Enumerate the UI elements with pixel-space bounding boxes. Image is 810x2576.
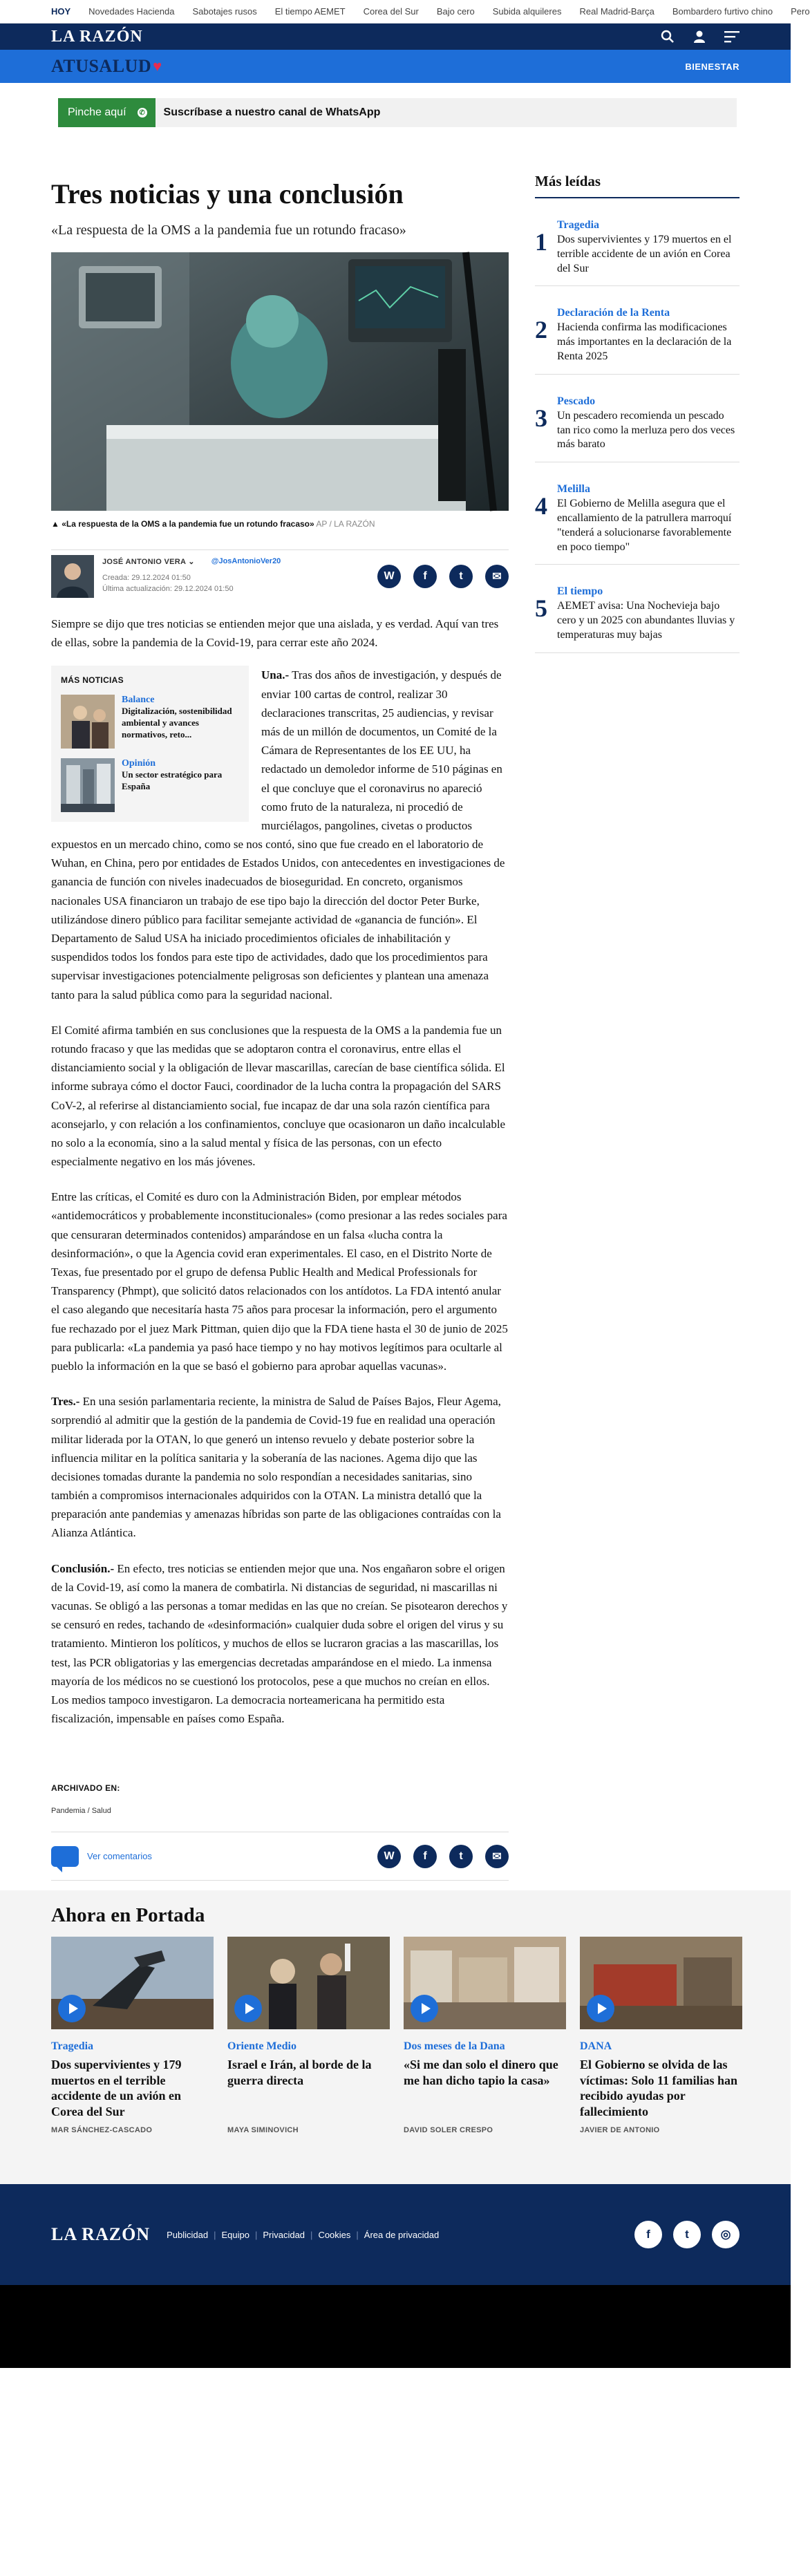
front-page-title: Ahora en Portada [51,1904,205,1927]
comment-icon[interactable] [51,1846,79,1867]
front-page-card[interactable] [227,1937,390,2134]
most-read-kicker: Melilla [557,483,590,496]
author-handle[interactable]: @JosAntonioVer20 [211,557,281,566]
caption-triangle-icon: ▲ [51,519,59,529]
view-comments-link[interactable]: Ver comentarios [87,1851,152,1862]
footer-separator: | [214,2229,216,2240]
footer-separator: | [356,2229,359,2240]
archived-label: ARCHIVADO EN: [51,1783,120,1794]
trending-link[interactable]: Bajo cero [436,6,475,17]
more-news-kicker: Opinión [122,758,156,769]
card-headline[interactable]: El Gobierno se olvida de las víctimas: Solo 11 familias han recibido ayudas por fallecimiento [580,2058,738,2118]
card-author[interactable]: MAR SÁNCHEZ-CASCADO [51,2126,153,2135]
card-kicker: DANA [580,2040,612,2053]
most-read-item[interactable] [535,462,740,565]
share-buttons-bottom [377,1845,509,1868]
footer-separator: | [254,2229,258,2240]
section-logo[interactable] [51,56,162,77]
trending-link[interactable]: Subida alquileres [492,6,562,17]
article-lead: Siempre se dijo que tres noticias se entienden mejor que una aislada, y es verdad. Aquí van tres de ellas, sobre la pandemia de la Covid-19, para cerrar este año 2024. [51,617,499,650]
paragraph-tres [51,1392,509,1543]
section-header [0,50,791,83]
most-read-item[interactable] [535,375,740,462]
updated-date: Última actualización: 29.12.2024 01:50 [102,585,234,593]
email-share-icon[interactable]: ✉ [485,1845,509,1868]
archived-in [51,1783,509,1815]
most-read-item[interactable] [535,565,740,652]
most-read-number: 2 [535,316,547,344]
more-news-item[interactable] [61,695,241,749]
archived-tags[interactable]: Pandemia / Salud [51,1807,111,1816]
more-news-thumb [61,695,115,749]
caption-text: «La respuesta de la OMS a la pandemia fue un rotundo fracaso» [62,519,314,529]
created-date: Creada: 29.12.2024 01:50 [102,574,191,583]
card-image[interactable] [51,1937,214,2029]
paragraph-text: En efecto, tres noticias se entienden mejor que una. Nos engañaron sobre el origen de la Covid-19, así como la manera de combatirla. Ni distancias de seguridad, ni mascarillas ni vacunas. Se obligó a las personas a tomar medidas en las que no creían. Se pisotearon derechos y se censuró en redes, tachando de «desinformación» cualquier duda sobre el origen del virus y su tratamiento. Mintieron los políticos, y muchos de ellos se lucraron gracias a las mascarillas, los test, las PCR obligatorias y las emergencias decretadas amparándose en el miedo. La inmensa mayoría de los médicos no se cuestionó los protocolos, pese a que muchos no creían en ellos. Los medios tampoco investigaron. La democracia norteamericana ha permitido esta fiscalización, impensable en países como España. [51,1561,508,1726]
paragraph-label: Una.- [261,668,290,682]
more-news-box [51,666,249,822]
comments-bar [51,1832,509,1881]
photo-caption [51,519,509,529]
most-read-title: Más leídas [535,173,740,198]
most-read-headline[interactable]: AEMET avisa: Una Nochevieja bajo cero y un 2025 con abundantes lluvias y temperaturas muy bajas [557,600,735,641]
card-kicker: Oriente Medio [227,2040,296,2053]
most-read-kicker: Pescado [557,395,596,407]
paragraph-text: Tras dos años de investigación, y después de enviar 100 cartas de control, realizar 30 declaraciones transcritas, 25 audiencias, y revisar más de un millón de documentos, un Comité de la Cámara de Representantes de los EE UU, ha redactado un demoledor informe de 510 páginas en el que concluye que el coronavirus no apareció como fruto de la naturaleza, ni procedió de murciélagos, pangolines, civetas o productos expuestos en un mercado chino, como se nos contó, sino que fue creado en el laboratorio de Wuhan, en China, pero por entidades de Estados Unidos, con antecedentes en investigaciones de ganancia de función con niveles inadecuados de bioseguridad. En concreto, organismos nacionales USA financiaron un trabajo de ese tipo bajo la dirección del doctor Peter Burke, utilizándose dinero público para facilitar semejante actividad de «ganancia de función». El Departamento de Salud USA ha iniciado procedimientos oficiales de inhabilitación y suspendidos todos los fondos para este tipo de actividades, dado que los procedimientos para supervisar investigaciones potencialmente peligrosas son deficientes y plantean una amenaza tanto para la salud pública como para la seguridad nacional. [51,668,505,1002]
card-author[interactable]: MAYA SIMINOVICH [227,2126,299,2135]
author-name[interactable] [102,557,195,566]
article-title: Tres noticias y una conclusión [51,178,404,209]
footer-link[interactable]: Equipo [221,2229,249,2240]
more-news-item[interactable] [61,758,241,812]
trending-link[interactable]: Sabotajes rusos [192,6,257,17]
trending-link[interactable]: Corea del Sur [363,6,419,17]
whatsapp-banner [58,98,737,127]
card-kicker: Dos meses de la Dana [404,2040,505,2053]
trending-link[interactable]: Pero [791,6,810,17]
more-news-thumb [61,758,115,812]
footer-link[interactable]: Área de privacidad [364,2229,440,2240]
twitter-share-icon[interactable]: t [449,1845,473,1868]
chevron-down-icon: ⌄ [188,558,195,567]
most-read-number: 1 [535,228,547,256]
most-read-item[interactable] [535,286,740,374]
twitter-share-icon[interactable]: t [449,565,473,588]
paragraph: Entre las críticas, el Comité es duro con la Administración Biden, por emplear métodos «antidemocráticos y probablemente inconstitucionales» (como presionar a las redes sociales para que censuraran determinados contenidos) amparándose en un falsa «lucha contra la desinformación», o que la Agencia covid eran experimentales. El caso, en el Distrito Norte de Texas, fue presentado por el grupo de defensa Public Health and Medical Professionals for Transparency (Phmpt), que solicitó datos relacionados con los antídotos. La FDA intentó anular el caso alegando que necesitaría hasta 75 años para procesar la información, pero el argumento fue rechazado por el juez Mark Pittman, quien dijo que la FDA tiene hasta el 30 de junio de 2025 para publicarla: «La pandemia ya pasó hace tiempo y no hay motivos legítimos para ocultarle al pueblo la información en la que se basó el gobierno para aprobar aquellas vacunas». [51,1190,508,1373]
most-read-kicker: Declaración de la Renta [557,307,670,319]
page-bottom [0,2285,791,2368]
heart-icon: ♥ [153,57,162,75]
email-share-icon[interactable]: ✉ [485,565,509,588]
trending-link[interactable]: Novedades Hacienda [88,6,175,17]
whatsapp-icon: ✆ [138,108,147,117]
paragraph: El Comité afirma también en sus conclusiones que la respuesta de la OMS a la pandemia fue un rotundo fracaso y que las medidas que se adoptaron contra el coronavirus, entre ellas el distanciamiento social y la obligación de llevar mascarillas, carecían de base científica sólida. El informe subraya cómo el doctor Fauci, coordinador de la lucha contra la propagación del SARS CoV-2, al referirse al distanciamiento social, fue incapaz de dar una sola razón científica para aconsejarlo, y con relación a los confinamientos, concluye que ocasionaron un daño incalculable no solo a la economía, sino a la salud mental y física de las personas, con un efecto especialmente negativo en los más jóvenes. [51,1023,506,1169]
section-logo-text: ATUSALUD [51,56,152,76]
paragraph-label: Tres.- [51,1395,80,1409]
card-image[interactable] [404,1937,566,2029]
whatsapp-share-icon[interactable]: W [377,1845,401,1868]
site-header [0,23,791,50]
user-icon[interactable] [693,30,706,44]
site-logo[interactable]: LA RAZÓN [51,27,143,46]
most-read-headline[interactable]: Hacienda confirma las modificaciones más importantes en la declaración de la Renta 2025 [557,321,732,362]
article-photo [51,252,509,511]
footer-separator: | [310,2229,313,2240]
article-body [51,666,509,1728]
facebook-share-icon[interactable]: f [413,1845,437,1868]
facebook-icon[interactable]: f [634,2221,662,2248]
more-news-kicker: Balance [122,695,155,706]
front-page-card[interactable] [51,1937,214,2134]
whatsapp-text: Suscríbase a nuestro canal de WhatsApp [163,106,381,118]
more-news-title: MÁS NOTICIAS [61,675,124,686]
most-read-number: 4 [535,492,547,520]
card-headline[interactable]: Israel e Irán, al borde de la guerra directa [227,2058,372,2087]
most-read-kicker: El tiempo [557,585,603,598]
footer-logo[interactable]: LA RAZÓN [51,2224,151,2245]
article [51,178,509,1881]
paragraph-conclusion [51,1559,509,1729]
instagram-icon[interactable]: ◎ [712,2221,740,2248]
trending-link[interactable]: Bombardero furtivo chino [672,6,773,17]
card-headline[interactable]: Dos supervivientes y 179 muertos en el terrible accidente de un avión en Corea del Sur [51,2058,182,2118]
footer-link[interactable]: Privacidad [263,2229,305,2240]
card-kicker: Tragedia [51,2040,94,2053]
most-read-sidebar [535,173,740,1881]
facebook-share-icon[interactable]: f [413,565,437,588]
section-link-bienestar[interactable]: BIENESTAR [685,61,740,72]
most-read-headline[interactable]: Un pescadero recomienda un pescado tan rico como la merluza pero dos veces más barato [557,409,735,451]
card-image[interactable] [580,1937,742,2029]
twitter-icon[interactable]: t [673,2221,701,2248]
front-page-card[interactable] [404,1937,566,2134]
menu-icon[interactable] [724,30,740,43]
byline [51,549,509,602]
trending-link[interactable]: El tiempo AEMET [274,6,346,17]
whatsapp-button-label: Pinche aquí [68,106,126,118]
search-icon[interactable] [661,30,675,44]
footer-link[interactable]: Cookies [318,2229,351,2240]
more-news-headline[interactable]: Digitalización, sostenibilidad ambiental y avances normativos, reto... [122,706,232,740]
most-read-number: 3 [535,404,547,432]
most-read-headline[interactable]: Dos supervivientes y 179 muertos en el terrible accidente de un avión en Corea del Sur [557,234,732,274]
front-page-card[interactable] [580,1937,742,2134]
card-headline[interactable]: «Si me dan solo el dinero que me han dicho tapio la casa» [404,2058,558,2087]
site-footer [0,2184,791,2285]
front-page-section [0,1890,791,2184]
card-image[interactable] [227,1937,390,2029]
paragraph-label: Conclusión.- [51,1561,115,1575]
author-name-text: JOSÉ ANTONIO VERA [102,558,186,567]
caption-credit: AP / LA RAZÓN [316,519,375,529]
card-author[interactable]: JAVIER DE ANTONIO [580,2126,660,2135]
paragraph-text: En una sesión parlamentaria reciente, la ministra de Salud de Países Bajos, Fleur Agema, sorprendió al admitir que la gestión de la pandemia de Covid-19 fue en realidad una operación militar liderada por la OTAN, lo que generó un intenso revuelo y debate posterior sobre la influencia militar en la política sanitaria y la soberanía de las naciones. Agema dijo que las decisiones tomadas durante la pandemia no solo respondían a necesidades sanitarias, sino también a compromisos internacionales adquiridos con la OTAN. La ministra detalló que la preparación ante pandemias y amenazas híbridas son parte de las obligaciones contraídas con la Alianza Atlántica. [51,1395,501,1540]
whatsapp-share-icon[interactable]: W [377,565,401,588]
card-author[interactable]: DAVID SOLER CRESPO [404,2126,493,2135]
trending-bar [0,0,810,23]
most-read-kicker: Tragedia [557,219,600,231]
footer-link[interactable]: Publicidad [167,2229,209,2240]
trending-link[interactable]: Real Madrid-Barça [579,6,654,17]
whatsapp-button[interactable] [58,98,156,127]
author-avatar[interactable] [51,555,94,598]
most-read-headline[interactable]: El Gobierno de Melilla asegura que el encallamiento de la patrullera marroquí "tenderá a solucionarse favorablemente en poco tiempo" [557,498,732,553]
trending-label: HOY [51,6,71,17]
more-news-headline[interactable]: Un sector estratégico para España [122,769,223,792]
most-read-number: 5 [535,594,547,623]
article-subtitle: «La respuesta de la OMS a la pandemia fue un rotundo fracaso» [51,223,406,238]
share-buttons [377,565,509,588]
most-read-item[interactable] [535,198,740,286]
